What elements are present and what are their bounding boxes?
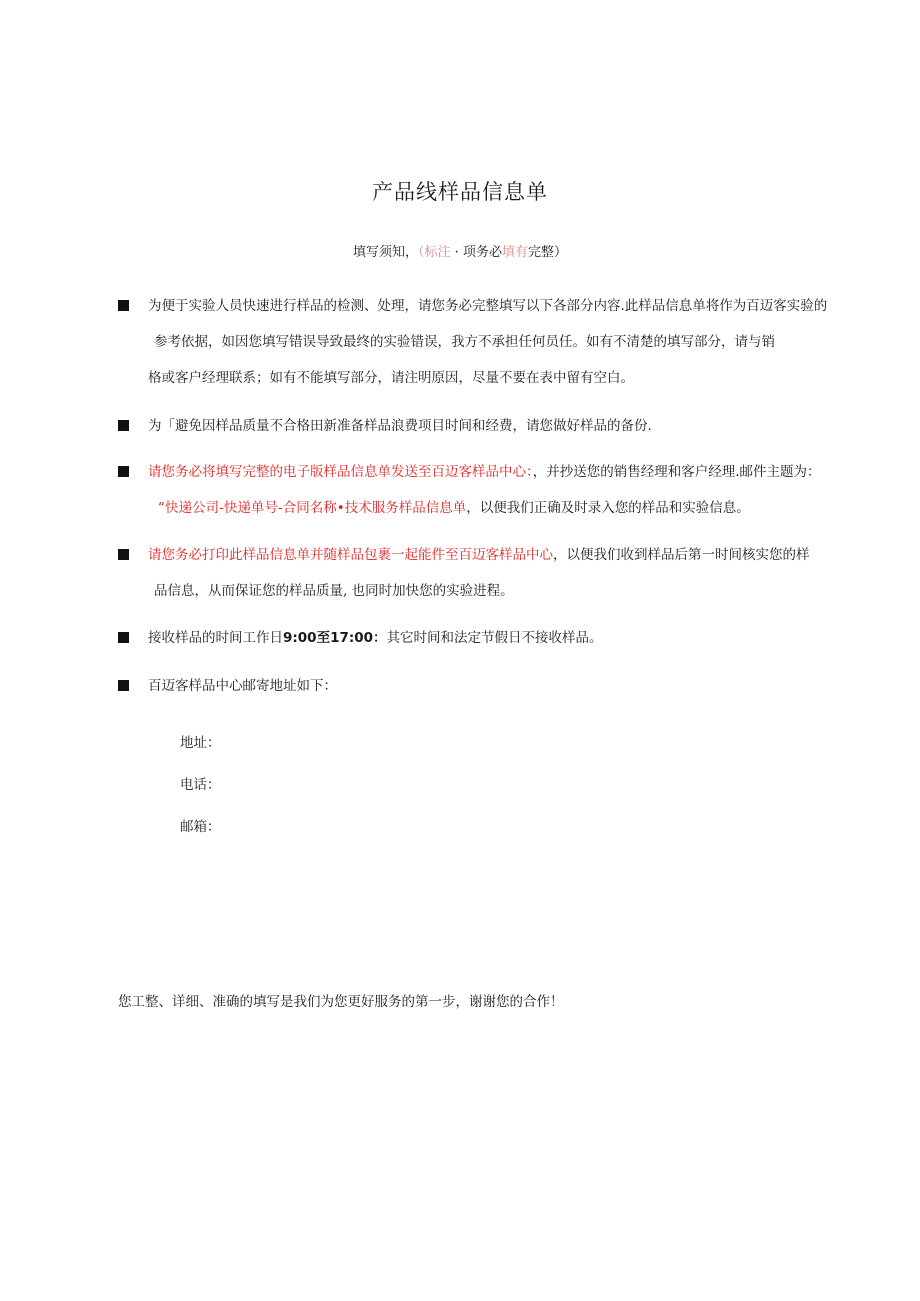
closing-note: 您工整、详细、准确的填写是我们为您更好服务的第一步，谢谢您的合作！ [118, 994, 564, 1010]
item-3-line-1 [148, 462, 821, 482]
item-4-b: ，以便我们收到样品后第一时间核实您的样 [553, 547, 810, 563]
item-5-b: 9:00至17:00： [283, 630, 387, 646]
bullet-icon [118, 632, 129, 643]
notice-fill: 填有 [501, 245, 528, 260]
item-1-line-3: 格或客户经理联系；如有不能填写部分，请注明原因，尽量不要在表中留有空白。 [148, 370, 634, 386]
bullet-icon [118, 680, 129, 691]
item-5-a: 接收样品的时间工作日 [148, 630, 283, 646]
item-3-a: 请您务必将填写完整的电子版样品信息单发送至百迈客样品中心： [148, 464, 533, 480]
item-5-c: 其它时间和法定节假日不接收样品。 [386, 630, 603, 646]
notice-mid: 项务必 [462, 245, 502, 260]
notice-marked: 标注 [424, 245, 451, 260]
page-title: 产品线样品信息单 [372, 180, 548, 204]
item-3-e: ，以便我们正确及时录入您的样品和实验信息。 [466, 500, 750, 516]
item-2-a: 为「避免因样品质量不合格田新准备样品浪费项目时间和经费， [148, 418, 526, 434]
item-5-line-1 [148, 628, 603, 648]
item-6-line-1: 百迈客样品中心邮寄地址如下： [148, 678, 337, 694]
fill-notice [0, 241, 920, 260]
item-1-a: 为便于实验人员快速进行样品的检测、处理，请您务必完整填写以下各部分内容. [148, 298, 625, 314]
item-3-b: ，并抄送您的销售经理和客户经理. [532, 464, 740, 480]
item-3-line-2 [158, 498, 750, 518]
notice-end: 完整） [527, 245, 567, 260]
item-4-a: 请您务必打印此样品信息单并随样品包裹一起能件至百迈客样品中心 [148, 547, 553, 563]
address-label: 地址： [180, 735, 221, 751]
email-label: 邮箱： [180, 819, 221, 835]
notice-paren-open: （ [418, 245, 425, 260]
bullet-icon [118, 300, 129, 311]
notice-dot: · [454, 245, 459, 260]
bullet-icon [118, 420, 129, 431]
item-2-line-1 [148, 416, 652, 436]
item-1-line-2: 参考依据，如因您填写错误导致最终的实验错误，我方不承担任何员任。如有不清楚的填写部分，请与销 [154, 334, 775, 350]
item-3-d: “快递公司-快递单号-合同名称•技术服务样品信息单 [158, 500, 467, 516]
bullet-icon [118, 466, 129, 477]
bullet-icon [118, 549, 129, 560]
item-3-c: 邮件主题为： [739, 464, 821, 480]
item-2-b: 请您做好样品的备份. [526, 418, 652, 434]
item-4-line-1 [148, 545, 810, 565]
item-1-line-1 [148, 296, 827, 316]
notice-prefix: 填写须知， [352, 245, 418, 260]
item-1-b: 此样品信息单将作为百迈客实验的 [624, 298, 828, 314]
phone-label: 电话： [180, 777, 221, 793]
item-4-line-2: 品信息，从而保证您的样品质量, 也同时加快您的实验进程。 [154, 583, 514, 599]
